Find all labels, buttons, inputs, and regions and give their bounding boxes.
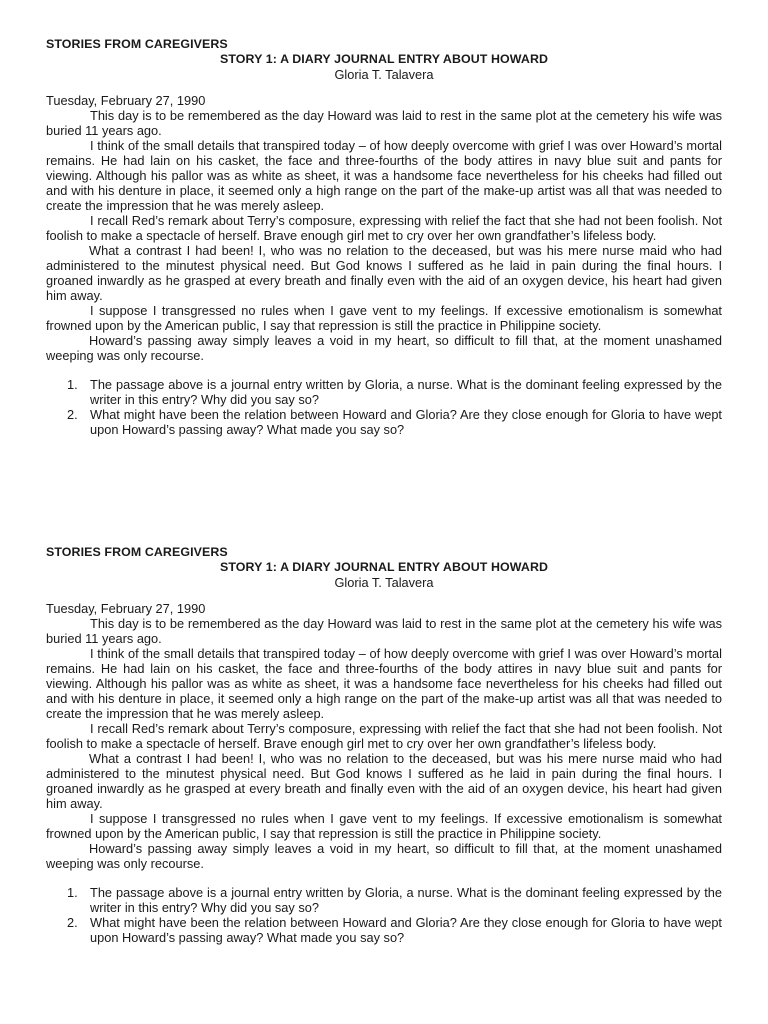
paragraph: What a contrast I had been! I, who was no relation to the deceased, but was his mere nurse maid who had administered to the minutest physical need. But God knows I suffered as he laid in pain during the final hours. I groaned inwardly as he grasped at every breath and finally even with the aid of an oxygen device, his heart had given him away. [46,243,722,303]
question-item [46,377,722,407]
story-title: STORY 1: A DIARY JOURNAL ENTRY ABOUT HOWARD [219,52,549,66]
author-name: Gloria T. Talavera [334,575,434,590]
paragraph: I suppose I transgressed no rules when I gave vent to my feelings. If excessive emotionalism is somewhat frowned upon by the American public, I say that repression is still the practice in Philippine society. [46,303,722,333]
paragraph: What a contrast I had been! I, who was no relation to the deceased, but was his mere nurse maid who had administered to the minutest physical need. But God knows I suffered as he laid in pain during the final hours. I groaned inwardly as he grasped at every breath and finally even with the aid of an oxygen device, his heart had given him away. [46,751,722,811]
question-list [46,885,722,945]
question-number: 2. [67,915,78,930]
entry-date: Tuesday, February 27, 1990 [46,601,206,616]
question-text: What might have been the relation between Howard and Gloria? Are they close enough for Gloria to have wept upon Howard’s passing away? What made you say so? [90,915,722,945]
paragraph: Howard’s passing away simply leaves a void in my heart, so difficult to fill that, at the moment unashamed weeping was only recourse. [46,841,722,871]
question-number: 2. [67,407,78,422]
paragraph: Howard’s passing away simply leaves a void in my heart, so difficult to fill that, at the moment unashamed weeping was only recourse. [46,333,722,363]
paragraph: I think of the small details that transpired today – of how deeply overcome with grief I was over Howard’s mortal remains. He had lain on his casket, the face and three-fourths of the body attires in navy blue suit and pants for viewing. Although his pallor was as white as sheet, it was a handsome face nevertheless for his cheeks had filled out and with his denture in place, it seemed only a high range on the part of the make-up artist was all that was needed to create the impression that he was merely asleep. [46,138,722,213]
paragraph: I recall Red’s remark about Terry’s composure, expressing with relief the fact that she had not been foolish. Not foolish to make a spectacle of herself. Brave enough girl met to cry over her own grandfather’s lifeless body. [46,721,722,751]
paragraph: I recall Red’s remark about Terry’s composure, expressing with relief the fact that she had not been foolish. Not foolish to make a spectacle of herself. Brave enough girl met to cry over her own grandfather’s lifeless body. [46,213,722,243]
question-text: The passage above is a journal entry written by Gloria, a nurse. What is the dominant feeling expressed by the writer in this entry? Why did you say so? [90,377,722,407]
paragraph: I suppose I transgressed no rules when I gave vent to my feelings. If excessive emotionalism is somewhat frowned upon by the American public, I say that repression is still the practice in Philippine society. [46,811,722,841]
section-label: STORIES FROM CAREGIVERS [46,545,228,559]
question-list [46,377,722,437]
entry-date: Tuesday, February 27, 1990 [46,93,206,108]
question-item [46,885,722,915]
question-number: 1. [67,885,78,900]
paragraph: I think of the small details that transpired today – of how deeply overcome with grief I was over Howard’s mortal remains. He had lain on his casket, the face and three-fourths of the body attires in navy blue suit and pants for viewing. Although his pallor was as white as sheet, it was a handsome face nevertheless for his cheeks had filled out and with his denture in place, it seemed only a high range on the part of the make-up artist was all that was needed to create the impression that he was merely asleep. [46,646,722,721]
story-title: STORY 1: A DIARY JOURNAL ENTRY ABOUT HOWARD [219,560,549,574]
question-text: The passage above is a journal entry written by Gloria, a nurse. What is the dominant feeling expressed by the writer in this entry? Why did you say so? [90,885,722,915]
author-name: Gloria T. Talavera [334,67,434,82]
handout-copy-2 [46,545,722,945]
paragraph: This day is to be remembered as the day Howard was laid to rest in the same plot at the cemetery his wife was buried 11 years ago. [46,108,722,138]
question-number: 1. [67,377,78,392]
handout-copy-1 [46,37,722,437]
question-item [46,915,722,945]
question-item [46,407,722,437]
section-label: STORIES FROM CAREGIVERS [46,37,228,51]
question-text: What might have been the relation between Howard and Gloria? Are they close enough for Gloria to have wept upon Howard’s passing away? What made you say so? [90,407,722,437]
paragraph: This day is to be remembered as the day Howard was laid to rest in the same plot at the cemetery his wife was buried 11 years ago. [46,616,722,646]
